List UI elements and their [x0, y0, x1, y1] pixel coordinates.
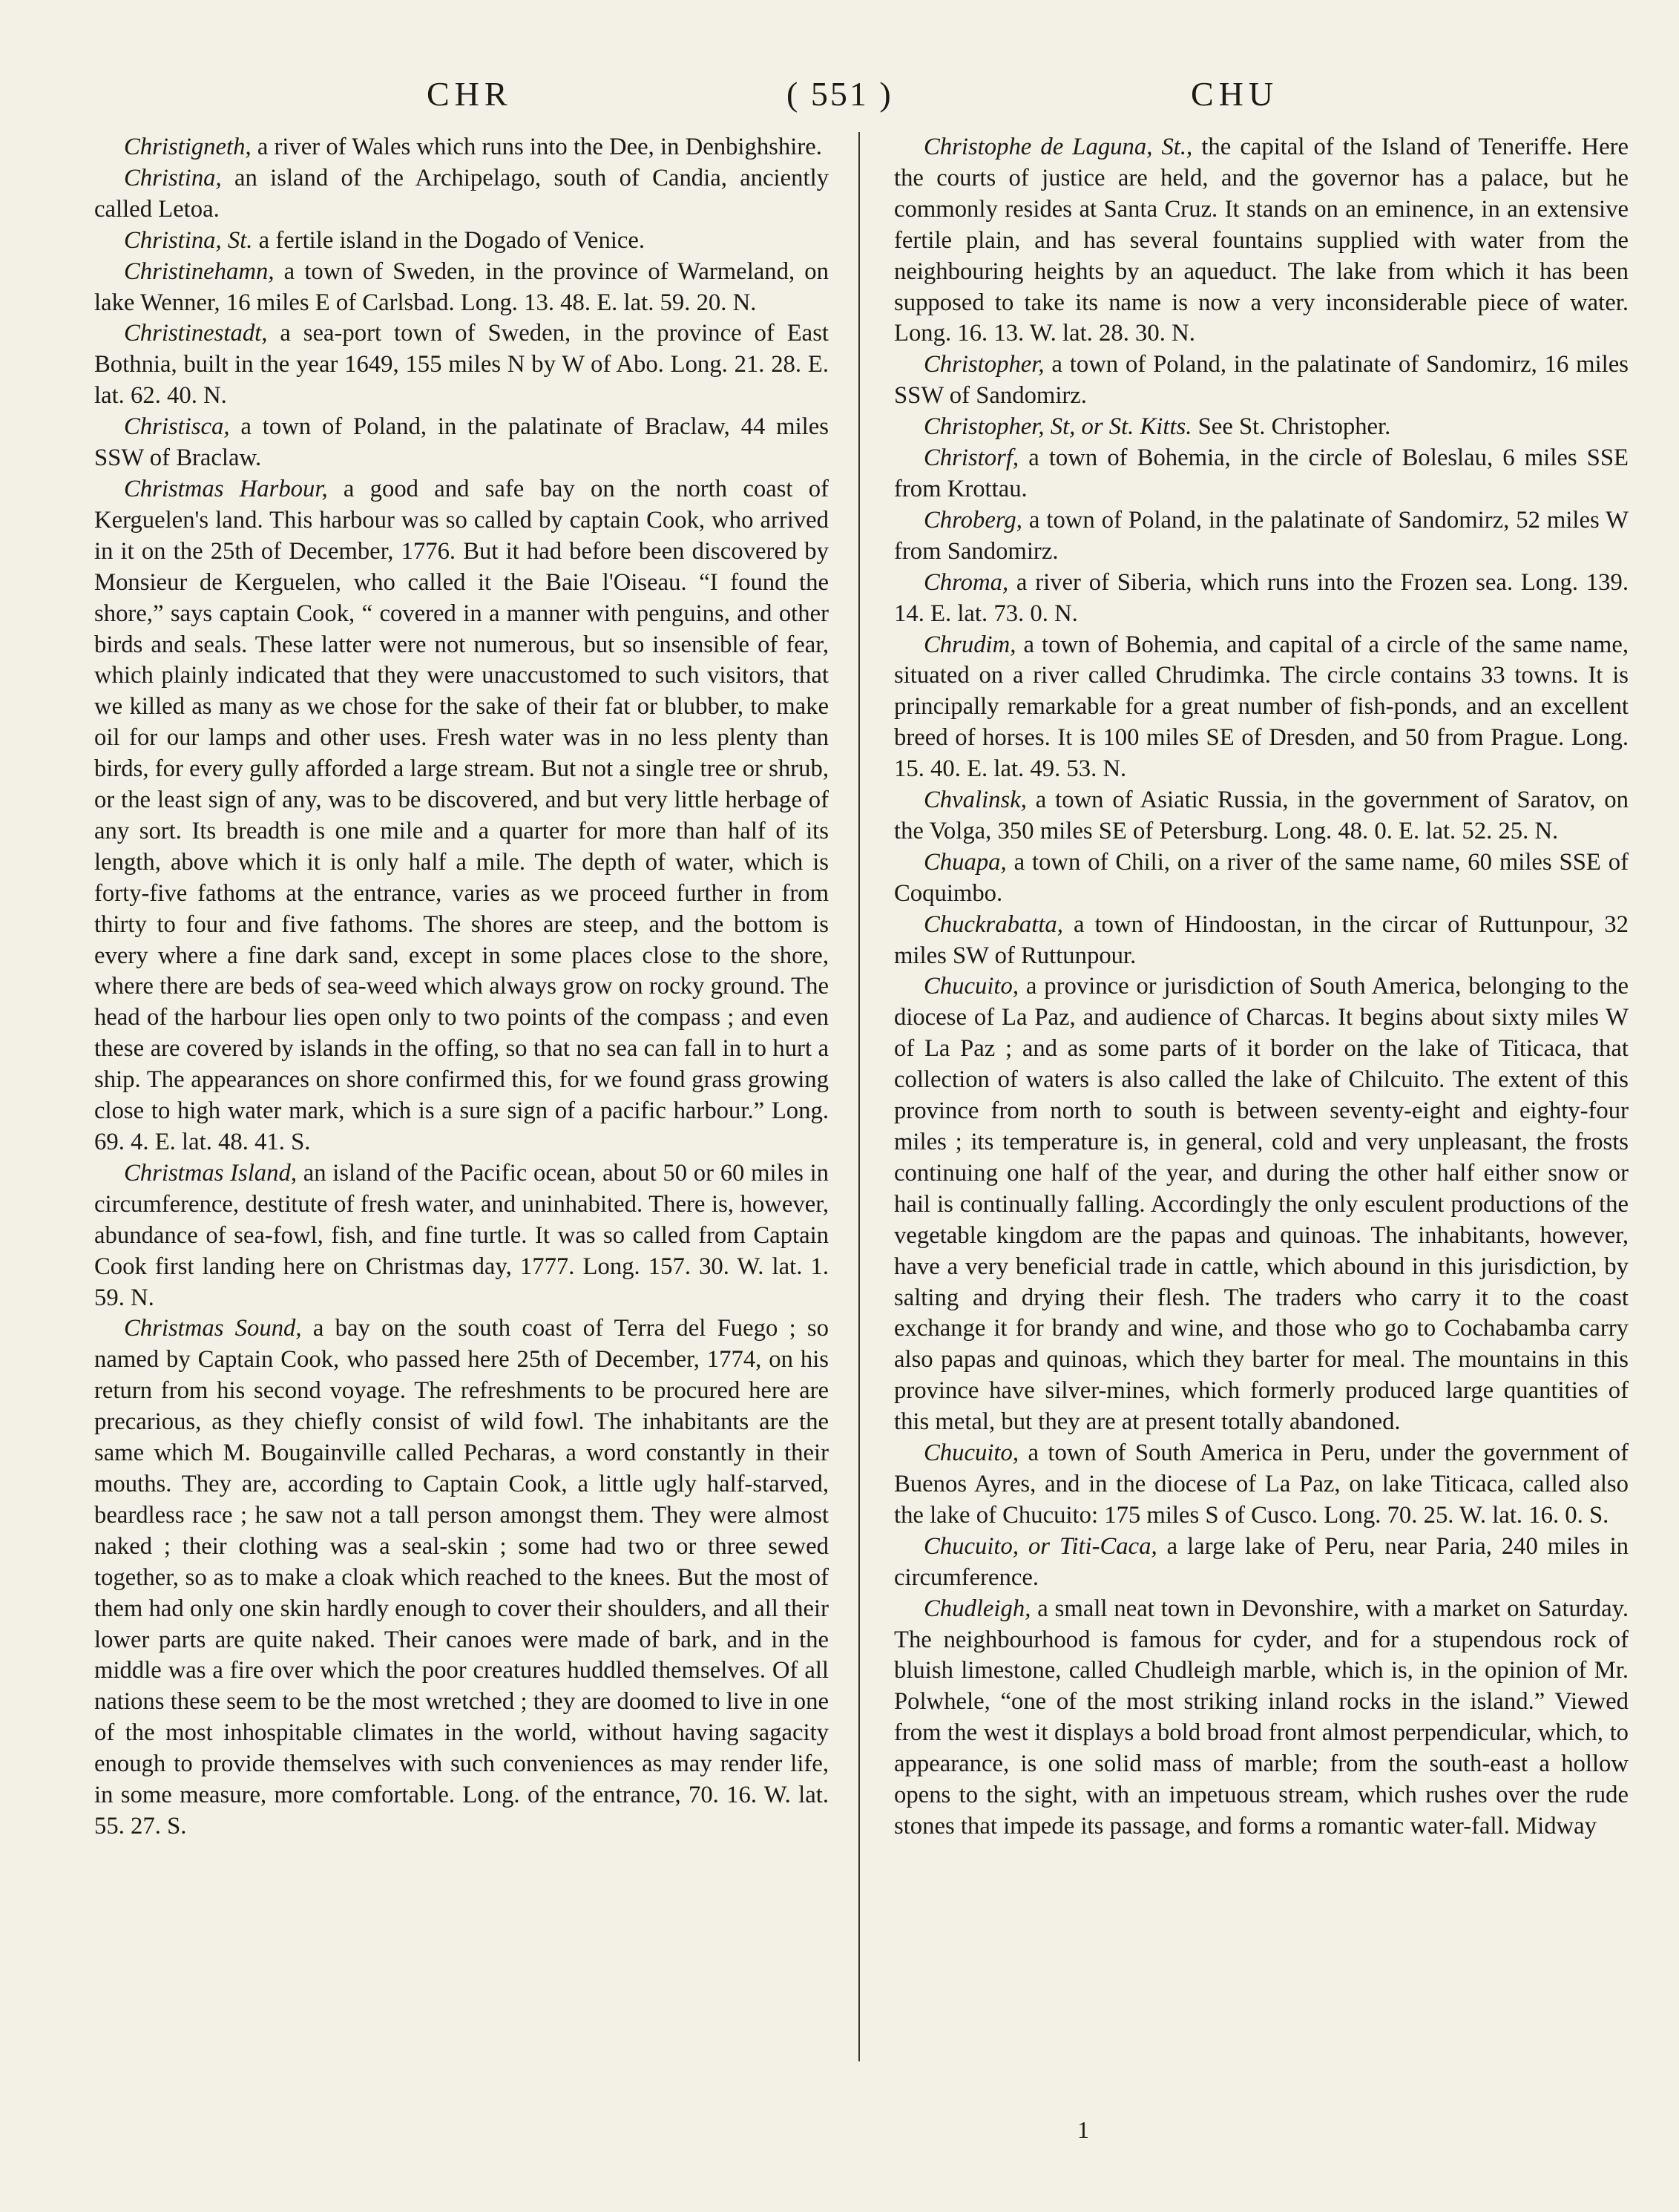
entry-headword: Chucuito, — [924, 973, 1019, 1000]
dictionary-entry — [894, 412, 1629, 443]
entry-text: a sea-port town of Sweden, in the province of East Bothnia, built in the year 1649, 155 miles N by W of Abo. Long. 21. 28. E. lat. 62. 40. N. — [94, 320, 829, 410]
entry-headword: Christopher, St, or St. Kitts. — [924, 413, 1192, 441]
entry-text: a town of Hindoostan, in the circar of Ruttunpour, 32 miles SW of Ruttunpour. — [894, 910, 1629, 969]
entry-text: a town of Sweden, in the province of Warmeland, on lake Wenner, 16 miles E of Carlsbad. Long. 13. 48. E. lat. 59. 20. N. — [94, 257, 829, 316]
dictionary-entry — [894, 1532, 1629, 1594]
entry-text: a good and safe bay on the north coast of Kerguelen's land. This harbour was so called by captain Cook, who arrived in it on the 25th of December, 1776. But it had before been discovered by Monsieur de Kerguelen, who called it the Baie l'Oiseau. “I found the shore,” says captain Cook, “ covered in a manner with penguins, and other birds and seals. These latter were not numerous, but so insensible of fear, which plainly indicated that they were unaccustomed to such visitors, that we killed as many as we chose for the sake of their fat or blubber, to make oil for our lamps and other uses. Fresh water was in no less plenty than birds, for every gully afforded a large stream. But not a single tree or shrub, or the least sign of any, was to be discovered, and but very little herbage of any sort. Its breadth is one mile and a quarter for more than half of its length, above which it is only half a mile. The depth of water, which is forty-five fathoms at the entrance, varies as we proceed further in from thirty to four and five fathoms. The shores are steep, and the bottom is every where a fine dark sand, except in some places close to the shore, where there are beds of sea-weed which always grow on rocky ground. The head of the harbour lies open only to two points of the compass ; and even these are covered by islands in the offing, so that no sea can fall in to hurt a ship. The appearances on shore confirmed this, for we found grass growing close to high water mark, which is a sure sign of a pacific harbour.” Long. 69. 4. E. lat. 48. 41. S. — [94, 475, 829, 1155]
entry-headword: Christinestadt, — [124, 320, 268, 347]
right-column — [894, 132, 1629, 1842]
dictionary-entry — [894, 1594, 1629, 1842]
entry-text: a river of Siberia, which runs into the Frozen sea. Long. 139. 14. E. lat. 73. 0. N. — [894, 568, 1629, 627]
entry-headword: Christophe de Laguna, St., — [924, 134, 1193, 160]
entry-text: a town of South America in Peru, under the government of Buenos Ayres, and in the diocese of La Paz, on lake Titicaca, called also the lake of Chucuito: 175 miles S of Cusco. Long. 70. 25. W. lat. 16. 0. S. — [894, 1440, 1629, 1529]
entry-text: a town of Poland, in the palatinate of Sandomirz, 16 miles SSW of Sandomirz. — [894, 351, 1629, 410]
dictionary-entry — [94, 163, 829, 226]
entry-headword: Chrudim, — [924, 631, 1016, 658]
entry-headword: Christmas Island, — [124, 1159, 298, 1187]
entry-text: a town of Poland, in the palatinate of Sandomirz, 52 miles W from Sandomirz. — [894, 506, 1629, 565]
dictionary-entry — [894, 1438, 1629, 1532]
dictionary-entry — [94, 318, 829, 412]
dictionary-entry — [894, 568, 1629, 630]
dictionary-entry — [894, 443, 1629, 505]
entry-text: a province or jurisdiction of South America, belonging to the diocese of La Paz, and audience of Charcas. It begins about sixty miles W of La Paz ; and as some parts of it border on the lake of Titicaca, that collection of waters is also called the lake of Chilcuito. The extent of this province from north to south is between seventy-eight and eighty-four miles ; its temperature is, in general, cold and very unpleasant, the frosts continuing one half of the year, and during the other half either snow or hail is continually falling. Accordingly the only esculent productions of the vegetable kingdom are the papas and quinoas. The inhabitants, however, have a very beneficial trade in cattle, which abound in this jurisdiction, by salting and drying their flesh. The traders who carry it to the coast exchange it for brandy and wine, and those who go to Cochabamba carry also papas and quinoas, which they barter for meal. The mountains in this province have silver-mines, which formerly produced large quantities of this metal, but they are at present totally abandoned. — [894, 973, 1629, 1436]
entry-headword: Chuckrabatta, — [924, 910, 1063, 938]
column-rule — [858, 132, 860, 2061]
entry-headword: Chvalinsk, — [924, 787, 1027, 814]
entry-headword: Chroberg, — [924, 506, 1022, 534]
entry-headword: Christina, — [124, 164, 222, 191]
entry-text: a town of Poland, in the palatinate of Braclaw, 44 miles SSW of Braclaw. — [94, 413, 829, 472]
entry-headword: Chucuito, — [924, 1440, 1019, 1467]
dictionary-entry — [894, 505, 1629, 568]
page-number: ( 551 ) — [786, 75, 893, 113]
entry-headword: Christmas Harbour, — [124, 475, 328, 502]
entry-text: an island of the Archipelago, south of Candia, anciently called Letoa. — [94, 164, 829, 223]
running-head — [0, 74, 1679, 119]
entry-text: an island of the Pacific ocean, about 50 or 60 miles in circumference, destitute of fresh water, and uninhabited. There is, however, abundance of sea-fowl, fish, and fine turtle. It was so called from Captain Cook first landing here on Christmas day, 1777. Long. 157. 30. W. lat. 1. 59. N. — [94, 1159, 829, 1311]
left-column — [94, 132, 829, 1842]
entry-text: See St. Christopher. — [1192, 413, 1391, 441]
entry-headword: Christina, St. — [124, 226, 253, 254]
dictionary-entry — [94, 412, 829, 474]
entry-headword: Chroma, — [924, 568, 1009, 596]
entry-headword: Christmas Sound, — [124, 1315, 302, 1342]
signature-mark: 1 — [1077, 2116, 1089, 2143]
entry-text: a large lake of Peru, near Paria, 240 miles in circumference. — [894, 1532, 1629, 1591]
dictionary-entry — [94, 226, 829, 257]
dictionary-entry — [894, 630, 1629, 786]
dictionary-entry — [94, 132, 829, 163]
entry-headword: Chucuito, or Titi-Caca, — [924, 1532, 1157, 1560]
entry-headword: Chudleigh, — [924, 1595, 1031, 1622]
entry-text: a bay on the south coast of Terra del Fuego ; so named by Captain Cook, who passed here 25th of December, 1774, on his return from his second voyage. The refreshments to be procured here are precarious, as they chiefly consist of wild fowl. The inhabitants are the same which M. Bougainville called Pecharas, a word constantly in their mouths. They are, according to Captain Cook, a little ugly half-starved, beardless race ; he saw not a tall person amongst them. They were almost naked ; their clothing was a seal-skin ; some had two or three sewed together, so as to make a cloak which reached to the knees. But the most of them had only one skin hardly enough to cover their shoulders, and all their lower parts are quite naked. Their canoes were made of bark, and in the middle was a fire over which the poor creatures huddled themselves. Of all nations these seem to be the most wretched ; they are doomed to live in one of the most inhospitable climates in the world, without having sagacity enough to provide themselves with such conveniences as may render life, in some measure, more comfortable. Long. of the entrance, 70. 16. W. lat. 55. 27. S. — [94, 1315, 829, 1839]
dictionary-entry — [894, 910, 1629, 972]
entry-text: the capital of the Island of Teneriffe. Here the courts of justice are held, and the governor has a palace, but he commonly resides at Santa Cruz. It stands on an eminence, in an extensive fertile plain, and has several fountains supplied with water from the neighbouring heights by an aqueduct. The lake from which it has been supposed to take its name is now a very inconsiderable piece of water. Long. 16. 13. W. lat. 28. 30. N. — [894, 134, 1629, 347]
dictionary-entry — [894, 847, 1629, 910]
entry-text: a town of Bohemia, and capital of a circle of the same name, situated on a river called Chrudimka. The circle contains 33 towns. It is principally remarkable for a great number of fish-ponds, and an excellent breed of horses. It is 100 miles SE of Dresden, and 50 from Prague. Long. 15. 40. E. lat. 49. 53. N. — [894, 631, 1629, 783]
dictionary-entry — [894, 971, 1629, 1438]
dictionary-entry — [94, 257, 829, 319]
dictionary-entry — [94, 474, 829, 1158]
entry-headword: Christisca, — [124, 413, 230, 441]
running-head-right: CHU — [1191, 75, 1279, 113]
entry-text: a town of Asiatic Russia, in the government of Saratov, on the Volga, 350 miles SE of Petersburg. Long. 48. 0. E. lat. 52. 25. N. — [894, 787, 1629, 844]
dictionary-entry — [894, 785, 1629, 847]
entry-text: a fertile island in the Dogado of Venice. — [252, 226, 645, 254]
entry-text: a river of Wales which runs into the Dee, in Denbighshire. — [251, 134, 822, 160]
entry-headword: Christigneth, — [124, 134, 252, 160]
entry-text: a small neat town in Devonshire, with a market on Saturday. The neighbourhood is famous for cyder, and for a stupendous rock of bluish limestone, called Chudleigh marble, which is, in the opinion of Mr. Polwhele, “one of the most striking inland rocks in the island.” Viewed from the west it displays a bold broad front almost perpendicular, which, to appearance, is one solid mass of marble; from the south-east a hollow opens to the sight, with an impetuous stream, which rushes over the rude stones that impede its passage, and forms a romantic water-fall. Midway — [894, 1595, 1629, 1839]
dictionary-entry — [94, 1313, 829, 1842]
entry-headword: Christorf, — [924, 444, 1019, 472]
dictionary-entry — [894, 349, 1629, 412]
entry-text: a town of Chili, on a river of the same name, 60 miles SSE of Coquimbo. — [894, 848, 1629, 907]
entry-headword: Christopher, — [924, 351, 1045, 378]
entry-text: a town of Bohemia, in the circle of Boleslau, 6 miles SSE from Krottau. — [894, 444, 1629, 502]
entry-headword: Chuapa, — [924, 848, 1007, 876]
running-head-left: CHR — [427, 75, 513, 113]
entry-headword: Christinehamn, — [124, 257, 275, 285]
dictionary-entry — [94, 1158, 829, 1314]
dictionary-entry — [894, 132, 1629, 349]
